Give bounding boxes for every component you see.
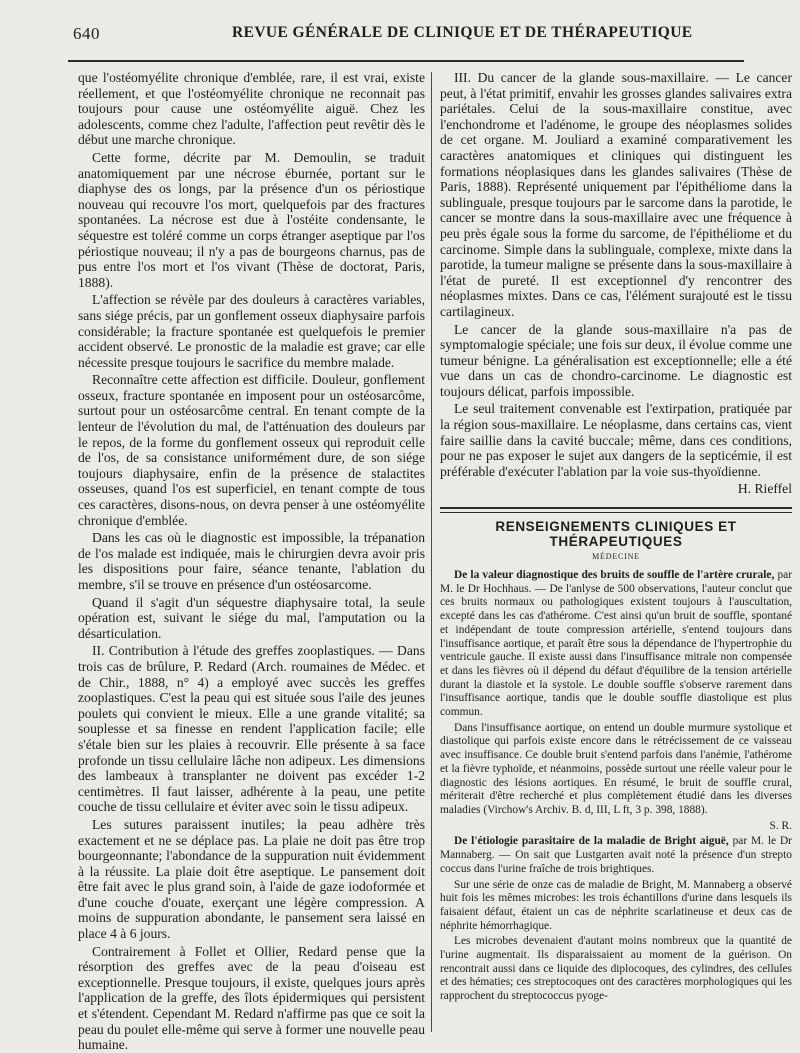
paragraph: Les sutures paraissent inutiles; la peau adhère très exactement et ne se déplace pas. La plaie ne doit pas être trop bourgeonnante; l'abondance de la suppuration nuit évidemment à la réussite. La plaie doit être aseptique. Le pansement doit être fait avec le plus grand soin, à l'aide de gaze iodoformée et d'une couche d'ouate, exerçant une légère compression. A moins de suppuration abondante, le pansement sera laissé en place 4 à 6 jours. (78, 816, 425, 942)
paragraph: Reconnaître cette affection est difficile. Douleur, gonflement osseux, fracture spontanée en imposent pour un ostéosarcôme, surtout pour un ostéosarcôme central. En tenant compte de la lenteur de l'évolution du mal, de l'atténuation des douleurs par le repos, de la forme du gonflement osseux qui reproduit celle de l'os, de sa consistance uniformément dure, de son siége toujours diaphysaire, enfin de la présence de stalactites osseuses, quand l'os est superficiel, en tenant compte de tous ces caractères, disons-nous, on devra penser à une ostéomyélite chronique d'emblée. (78, 372, 425, 528)
paragraph: Cette forme, décrite par M. Demoulin, se traduit anatomiquement par une nécrose éburnée, portant sur le diaphyse des os longs, par la présence d'un os périostique nouveau qui recouvre l'os mort, quelquefois par des fractures spontanées. La nécrose est due à l'ostéite condensante, le séquestre est toléré comme un corps étranger aseptique par l'os périostique nouveau; il n'y a pas de bourgeons charnus, pas de pus entre l'os mort et l'os vivant (Thèse de doctorat, Paris, 1888). (78, 149, 425, 290)
left-column (78, 70, 425, 1053)
header-rule (68, 60, 744, 62)
paragraph: II. Contribution à l'étude des greffes zooplastiques. — Dans trois cas de brûlure, P. Redard (Arch. roumaines de Médec. et de Chir., 1888, n° 4) a employé avec succès les greffes zooplastiques. C'est la peau qui est située sous l'aile des jeunes poulets qui convient le mieux. Elle a une grande vitalité; sa souplesse et sa finesse en rendent l'application facile; elle s'étale bien sur les plaies à recouvrir. Elle présente à sa face profonde un tissu cellulaire lâche non adipeux. Les dimensions des lambeaux à transplanter ne doivent pas excéder 1-2 centimètres. Il faut laisser, adhérente à la peau, une petite couche de tissu cellulaire et éviter avec soin le tissu adipeux. (78, 643, 425, 815)
paragraph: L'affection se révèle par des douleurs à caractères variables, sans siége précis, par un gonflement osseux diaphysaire parfois considérable; la fracture spontanée est quelquefois le premier accident observé. Le pronostic de la maladie est grave; car elle nécessite presque toujours le sacrifice du membre malade. (78, 292, 425, 370)
page-header (0, 24, 800, 48)
article-title: De l'étiologie parasitaire de la maladie de Bright aiguë, (454, 835, 729, 848)
paragraph: Contrairement à Follet et Ollier, Redard pense que la résorption des greffes avec de la peau d'oiseau est exceptionnelle. Presque toujours, il existe, quelques jours après l'application de la greffe, des îlots épidermiques qui persistent et s'étendent. Cependant M. Redard n'affirme pas que ce soit la peau du poulet elle-même qui serve à former une nouvelle peau humaine. (78, 943, 425, 1053)
section-title: RENSEIGNEMENTS CLINIQUES ET THÉRAPEUTIQUES (495, 519, 737, 550)
author-signature: H. Rieffel (737, 481, 792, 497)
paragraph: Le seul traitement convenable est l'extirpation, pratiquée par la région sous-maxillaire. Le néoplasme, dans certains cas, vient faire saillie dans la cavité buccale; même, dans ces conditions, pour ne pas exposer le sujet aux dangers de la septicémie, il est préférable d'exécuter l'ablation par la voie sus-thyoïdienne. (440, 401, 792, 479)
column-divider (431, 72, 432, 1032)
paragraph: Sur une série de onze cas de maladie de Bright, M. Mannaberg a observé huit fois les mêmes microbes: les trois échantillons d'urine dans lesquels ils faisaient défaut, étaient un cas de néphrite scarlatineuse et deux cas de néphrite hémorrhagique. (440, 878, 792, 932)
paragraph: que l'ostéomyélite chronique d'emblée, rare, il est vrai, existe réellement, et que l'ostéomyélite chronique ne reconnait pas toujours pour cause une ostéomyélite aiguë. Chez les adolescents, comme chez l'adulte, l'affection peut revêtir dès le début une marche chronique. (78, 70, 425, 148)
paragraph: III. Du cancer de la glande sous-maxillaire. — Le cancer peut, à l'état primitif, envahir les grosses glandes salivaires extra pariétales. Celui de la sous-maxillaire constitue, avec l'enchondrome et l'adénome, le groupe des néoplasmes solides de cet organe. M. Jouliard a examiné comparativement les caractères anatomiques et cliniques qui distinguent les formations néoplasiques dans les glandes salivaires (Thèse de Paris, 1888). Représenté uniquement par l'épithéliome dans la sublinguale, presque toujours par le sarcome dans la parotide, le cancer se montre dans la sous-maxillaire avec une fréquence à peu près égale sous la forme du sarcome, de l'épithéliome et du carcinome. Simple dans la sublinguale, complexe, mixte dans la parotide, la tumeur maligne se présente dans la sous-maxillaire à l'état de pureté. Il est exceptionnel d'y rencontrer des néoplasmes mixtes. Dans ce cas, l'élément surajouté est le tissu cartilagineux. (440, 70, 792, 319)
section-subtitle: MÉDECINE (592, 552, 640, 562)
section-rule (440, 512, 792, 513)
page-number: 640 (73, 24, 100, 43)
paragraph: Quand il s'agit d'un séquestre diaphysaire total, la seule opération est, suivant le siége du mal, l'amputation ou la désarticulation. (78, 594, 425, 641)
author-signature: S. R. (769, 819, 792, 832)
article-entry (440, 835, 792, 876)
paragraph: Dans les cas où le diagnostic est impossible, la trépanation de l'os malade est indiquée, mais le chirurgien devra avoir pris les dispositions pour faire, séance tenante, l'ablation du membre, s'il se trouve en présence d'un ostéosarcome. (78, 530, 425, 592)
article-body: par M. le Dr Mannaberg. — On sait que Lustgarten avait noté la présence d'un strepto coccus dans l'urine fraîche de trois brightiques. (440, 835, 792, 875)
section-rule (440, 507, 792, 509)
paragraph: Les microbes devenaient d'autant moins nombreux que la quantité de l'urine augmentait. Ils disparaissaient au moment de la guérison. On rencontrait aussi dans ce liquide des diplocoques, des cylindres, des cellules et des hématies; ces streptocoques ont des caractères morphologiques qui les rapprochent du streptococcus pyoge- (440, 935, 792, 1003)
right-column (440, 70, 792, 1040)
article-entry (440, 569, 792, 720)
running-title: REVUE GÉNÉRALE DE CLINIQUE ET DE THÉRAPEUTIQUE (232, 24, 693, 41)
paragraph: Le cancer de la glande sous-maxillaire n'a pas de symptomalogie spéciale; une fois sur deux, il évolue comme une tumeur bénigne. La généralisation est exceptionnelle; elle a été vue dans un cas de chondro-carcinome. Le diagnostic est toujours délicat, parfois impossible. (440, 321, 792, 399)
paragraph: Dans l'insuffisance aortique, on entend un double murmure systolique et diastolique qui parfois existe encore dans le rétrécissement de ce vaisseau avec insuffisance. Ce double bruit s'entend parfois dans l'anémie, l'athérome et la fièvre typhoïde, et néanmoins, possède surtout une réelle valeur pour le diagnostic des lésions aortiques. En résumé, le bruit de souffle crural, mériterait d'être recherché et plus complètement étudié dans les diverses maladies (Virchow's Archiv. B. d, III, L ft, 3 p. 398, 1888). (440, 721, 792, 816)
article-title: De la valeur diagnostique des bruits de souffle de l'artère crurale, (454, 569, 775, 582)
article-body: par M. le Dr Hochhaus. — De l'anlyse de 500 observations, l'auteur conclut que ces bruits normaux ou pathologiques existent toujours à l'auscultation, excepté dans les cas d'athérome. C'est ainsi qu'un bruit de souffle, spontané et indépendant de toute compression artérielle, s'entend toujours dans l'insuffisance aortique, et paraît être sous la dépendance de l'hypertrophie du ventricule gauche. Il existe aussi dans l'insuffisance mitrale non compensée et dans les fièvres où il dépend du défaut d'équilibre de la tension artérielle durant la diastole et la systole. Le double souffle s'observe rarement dans l'insuffisance aortique, tandis que le double souffle diastolique est plus commun. (440, 569, 792, 719)
